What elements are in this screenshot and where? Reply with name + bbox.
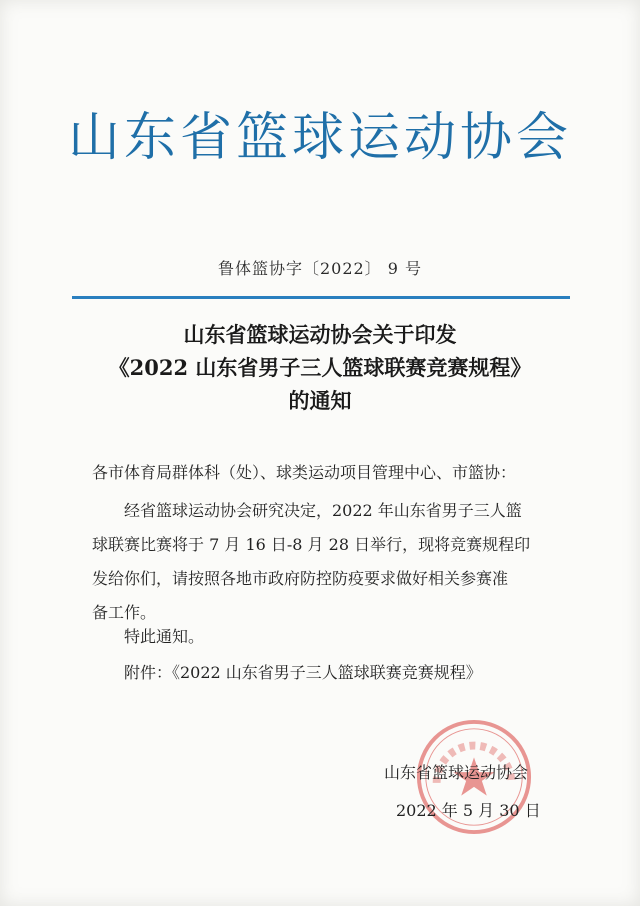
title-line-1: 山东省篮球运动协会关于印发 bbox=[183, 322, 457, 347]
document-number: 鲁体篮协字〔2022〕 9 号 bbox=[217, 259, 423, 278]
salutation: 各市体育局群体科（处）、球类运动项目管理中心、市篮协： bbox=[92, 463, 517, 482]
document-title bbox=[0, 318, 640, 417]
paragraph-line: 备工作。 bbox=[92, 603, 157, 622]
organization-header: 山东省篮球运动协会 bbox=[67, 108, 572, 168]
paragraph-line: 经省篮球运动协会研究决定，2022 年山东省男子三人篮 bbox=[124, 501, 522, 520]
title-line-3: 的通知 bbox=[288, 388, 352, 413]
paragraph-line: 球联赛比赛将于 7 月 16 日-8 月 28 日举行，现将竞赛规程印 bbox=[92, 535, 531, 554]
signature-date: 2022 年 5 月 30 日 bbox=[396, 801, 541, 820]
header-divider bbox=[72, 296, 570, 299]
attachment-note: 附件：《2022 山东省男子三人篮球联赛竞赛规程》 bbox=[124, 663, 482, 682]
closing-remark: 特此通知。 bbox=[124, 627, 205, 646]
body-paragraph bbox=[92, 494, 554, 630]
paragraph-line: 发给你们，请按照各地市政府防控防疫要求做好相关参赛准 bbox=[92, 569, 509, 588]
title-line-2: 《2022 山东省男子三人篮球联赛竞赛规程》 bbox=[108, 355, 532, 380]
signature-organization: 山东省篮球运动协会 bbox=[384, 763, 529, 782]
